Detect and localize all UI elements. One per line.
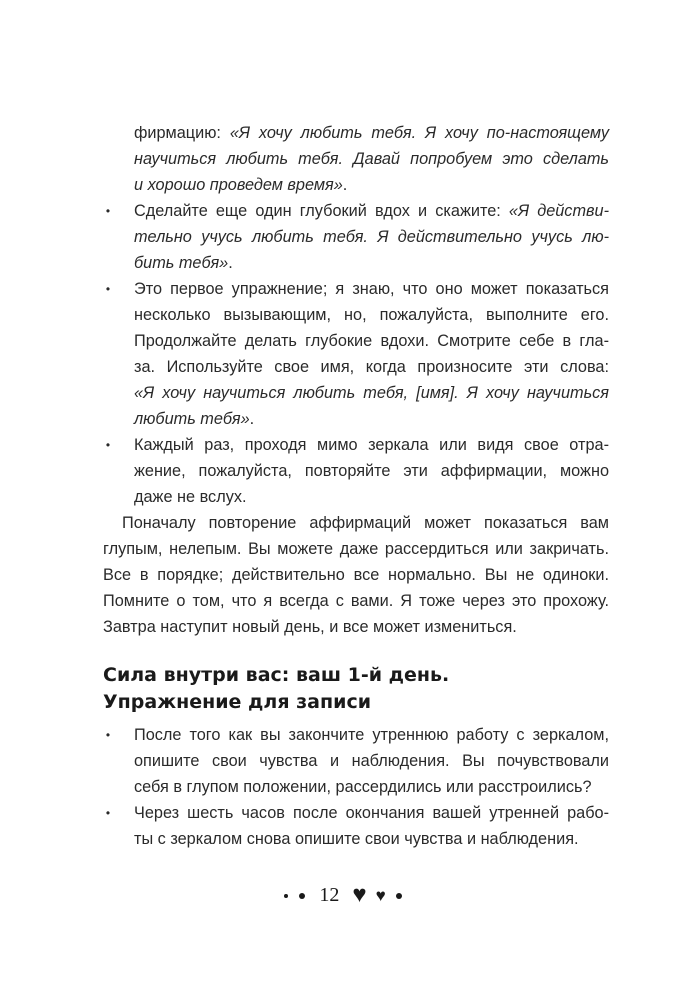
text-line: опишите свои чувства и наблюдения. Вы почувствовали	[134, 752, 609, 770]
text-line: Через шесть часов после окончания вашей утренней рабо-	[134, 804, 609, 822]
text-line: фирмацию: «Я хочу любить тебя. Я хочу по-настоящему	[134, 124, 609, 142]
page-number: 12	[319, 884, 340, 906]
section-heading	[103, 662, 609, 716]
bullet-marker: •	[105, 282, 111, 296]
list-item	[103, 198, 609, 276]
page-footer	[0, 882, 686, 909]
bullet-marker: •	[105, 438, 111, 452]
text-line: Поначалу повторение аффирмаций может показаться вам	[122, 514, 609, 532]
text-line: несколько вызывающим, но, пожалуйста, выполните его.	[134, 306, 609, 324]
text-line: Завтра наступит новый день, и все может измениться.	[103, 618, 517, 636]
text-line: Продолжайте делать глубокие вдохи. Смотрите себе в гла-	[134, 332, 609, 350]
text-line: Это первое упражнение; я знаю, что оно может показаться	[134, 280, 609, 298]
text-line: ты с зеркалом снова опишите свои чувства и наблюдения.	[134, 830, 579, 848]
text-line: Каждый раз, проходя мимо зеркала или видя свое отра-	[134, 436, 609, 454]
list-item	[103, 276, 609, 432]
heading-line: Упражнение для записи	[103, 691, 372, 713]
text-line: даже не вслух.	[134, 488, 247, 506]
text-line: «Я хочу научиться любить тебя, [имя]. Я хочу научиться	[134, 384, 609, 402]
dot-ornament-icon	[284, 894, 288, 898]
text-line: любить тебя».	[134, 410, 255, 428]
text-line: Сделайте еще один глубокий вдох и скажите: «Я действи-	[134, 202, 609, 220]
bullet-marker: •	[105, 204, 111, 218]
text-line: глупым, нелепым. Вы можете даже рассердиться или закричать.	[103, 540, 609, 558]
list-item	[103, 432, 609, 510]
text-line: После того как вы закончите утреннюю работу с зеркалом,	[134, 726, 609, 744]
page-body	[103, 120, 609, 852]
text-line: себя в глупом положении, рассердились или расстроились?	[134, 778, 592, 796]
text-line: бить тебя».	[134, 254, 233, 272]
text-line: Помните о том, что я всегда с вами. Я тоже через это прохожу.	[103, 592, 609, 610]
text-line: тельно учусь любить тебя. Я действительно учусь лю-	[134, 228, 609, 246]
heart-icon: ♥	[352, 882, 367, 908]
text-line: Все в порядке; действительно все нормально. Вы не одиноки.	[103, 566, 609, 584]
list-item	[103, 800, 609, 852]
dot-ornament-icon	[299, 893, 305, 899]
continued-bullet	[103, 120, 609, 198]
text-line: и хорошо проведем время».	[134, 176, 348, 194]
list-item	[103, 722, 609, 800]
heart-icon: ♥	[375, 885, 386, 905]
text-line: научиться любить тебя. Давай попробуем это сделать	[134, 150, 609, 168]
heading-line: Сила внутри вас: ваш 1-й день.	[103, 664, 450, 686]
body-paragraph	[103, 510, 609, 640]
dot-ornament-icon	[396, 893, 402, 899]
bullet-marker: •	[105, 806, 111, 820]
text-line: за. Используйте свое имя, когда произносите эти слова:	[134, 358, 609, 376]
text-line: жение, пожалуйста, повторяйте эти аффирмации, можно	[134, 462, 609, 480]
bullet-marker: •	[105, 728, 111, 742]
